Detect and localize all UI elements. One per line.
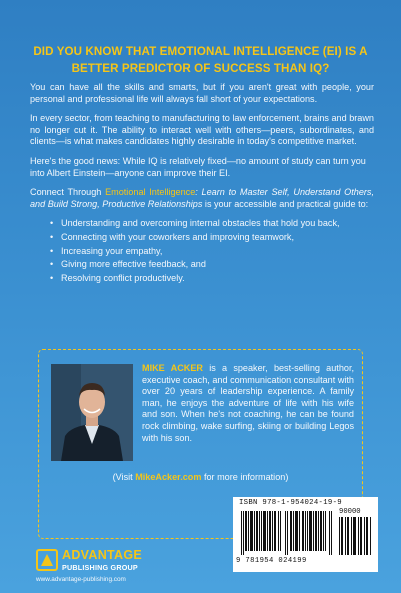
barcode-addon-bars bbox=[339, 517, 372, 555]
paragraph-4-end: is your accessible and practical guide to: bbox=[202, 198, 369, 209]
paragraph-4-intro: Connect Through bbox=[30, 187, 106, 198]
list-item: • Understanding and overcoming internal obstacles that hold you back, bbox=[50, 218, 374, 230]
isbn-label: ISBN 978-1-954024-19-9 bbox=[239, 499, 342, 507]
paragraph-1: You can have all the skills and smarts, but if you aren't great with people, your personal and professional life will always fall short of your expectations. bbox=[30, 82, 374, 104]
book-title-highlight: Emotional Intelligence bbox=[105, 187, 196, 198]
visit-prefix: (Visit bbox=[112, 472, 136, 482]
benefit-list bbox=[50, 218, 374, 284]
publisher-logo-icon bbox=[36, 549, 58, 571]
author-bio-text: is a speaker, best-selling author, executive coach, and communication consultant with over 20 years of leadership experience. A family man, he enjoys the adventure of life with his wife and son. When he's not coaching, he can be found rock climbing, wake surfing, skiing or building Legos with his son. bbox=[142, 363, 354, 443]
website-link[interactable]: MikeAcker.com bbox=[135, 472, 202, 482]
visit-suffix: for more information) bbox=[201, 472, 289, 482]
paragraph-3: Here's the good news: While IQ is relatively fixed—no amount of study can turn you into Albert Einstein—anyone can improve their EI. bbox=[30, 155, 366, 178]
publisher-logo bbox=[36, 547, 151, 573]
author-bio bbox=[142, 363, 354, 444]
barcode-bars bbox=[241, 511, 332, 555]
author-photo bbox=[51, 364, 133, 461]
publisher-website: www.advantage-publishing.com bbox=[36, 576, 126, 583]
publisher-subname: PUBLISHING GROUP bbox=[62, 562, 138, 572]
list-item: • Resolving conflict productively. bbox=[50, 273, 374, 285]
publisher-logo-text bbox=[62, 549, 142, 571]
list-item: • Giving more effective feedback, and bbox=[50, 259, 374, 271]
barcode-digits: 9 781954 024199 bbox=[236, 557, 307, 565]
list-item: • Increasing your empathy, bbox=[50, 246, 374, 258]
book-subtitle: : Learn to Master Self, Understand Others, and Build Strong, Productive Relationships bbox=[30, 187, 374, 209]
barcode-box bbox=[233, 497, 378, 572]
author-name: MIKE ACKER bbox=[142, 363, 203, 373]
description bbox=[30, 82, 374, 286]
visit-line bbox=[39, 472, 362, 482]
barcode-addon: 90000 bbox=[339, 508, 361, 516]
headline: DID YOU KNOW THAT EMOTIONAL INTELLIGENCE (EI) IS A BETTER PREDICTOR OF SUCCESS THAN IQ? bbox=[33, 45, 368, 75]
paragraph-2: In every sector, from teaching to manufacturing to law enforcement, brains and brawn no longer cut it. The ability to interact well with others—peers, subordinates, and clients—is what makes candidates highly desirable in today's competitive market. bbox=[30, 113, 374, 147]
paragraph-4 bbox=[30, 187, 374, 210]
list-item: • Connecting with your coworkers and improving teamwork, bbox=[50, 232, 374, 244]
publisher-name: ADVANTAGE bbox=[62, 548, 143, 563]
